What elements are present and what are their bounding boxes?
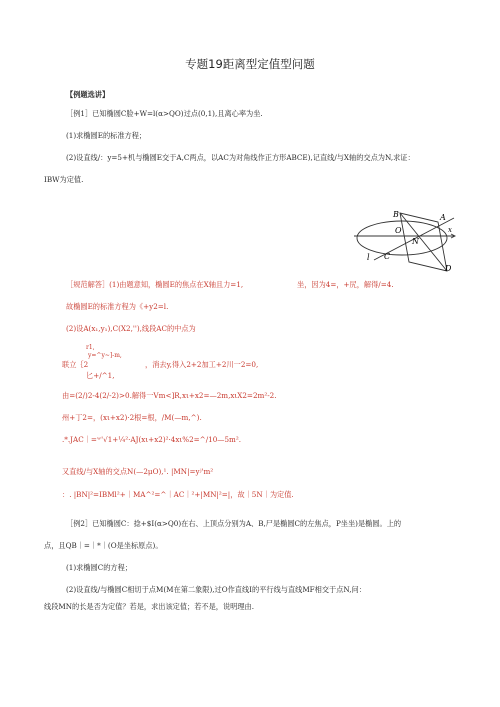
solution-part1: ［规范解答］(1)由题意知，椭圆E的焦点在X轴且力=1, bbox=[66, 280, 244, 289]
system-eliminate: ，消去y,得入2+2加工+2川一2=0, bbox=[145, 360, 259, 369]
example1-part2: (2)设直线/：y=5+机与椭圆E交于A,C两点，以AC为对角线作正方形ABCE),记直线/与X轴的交点为N,求证： bbox=[66, 153, 415, 162]
example1-statement: ［例1］已知椭圆C脸+W=l(α>QO)过点(0,1),且离心率为坐. bbox=[66, 109, 263, 118]
ellipse-figure bbox=[352, 205, 457, 275]
solution-ellipse-equation: 故椭圆E的标准方程为《+y2=l. bbox=[66, 302, 169, 311]
label-O: O bbox=[395, 226, 402, 235]
system-bottom: 匕+/^1, bbox=[86, 371, 115, 380]
solution-ac-length: .*.JAC｜=ʷ'√1+¼²·AJ(xι+x2)²·4xι%2=^/10—5m². bbox=[62, 435, 242, 444]
example2-part2-cont: 线段MN的长是否为定值？若是，求出该定值；若不是，说明理由. bbox=[44, 602, 254, 611]
label-A: A bbox=[440, 213, 446, 222]
solution-conclusion: ：. |BN|²=IBMl²+｜MA^²=^｜AC｜²+|MN|²=|，故｜5N｜为定值. bbox=[62, 490, 294, 499]
page-title: 专题19距离型定值型问题 bbox=[185, 57, 315, 71]
example1-part1: (1)求椭圆E的标准方程； bbox=[66, 131, 147, 140]
label-C: C bbox=[384, 252, 391, 261]
label-l: l bbox=[367, 253, 370, 262]
example2-statement-cont: 点，且QB｜=｜*｜(O是坐标原点)。 bbox=[44, 541, 163, 550]
solution-midpoint: 州+丁2=，(xι+x2)·2根=根，/M(—m,^). bbox=[62, 413, 202, 422]
example2-part2: (2)设直线/与椭圆C相切于点M(M在第二象限),过O作直线I的平行线与直线MF相交于点N,问： bbox=[66, 585, 366, 594]
solution-mn-length: 又直线/与X轴的交点N(—2μO),¹. |MN|=yʲ'm² bbox=[62, 467, 214, 476]
example2-statement: ［例2］已知椭圆C：捻+$I(α>Q0)在右、上顶点分别为A、B,尸是椭圆C的左焦点，P坐坐)是椭圆。上的 bbox=[66, 519, 402, 528]
label-B: B bbox=[393, 210, 399, 219]
example1-part2-cont: IBW为定值. bbox=[44, 175, 84, 184]
label-x: x bbox=[448, 226, 452, 234]
label-N: N bbox=[412, 237, 419, 246]
solution-discriminant: 由=(2/)2-4(2/-2)>0.解得一Vm<]R,xι+x2=—2m,xιX2=2m²-2. bbox=[62, 391, 277, 400]
solution-part2-setup: (2)设A(x₁,y₁),C(X2,''),线段AC的中点为 bbox=[66, 324, 196, 333]
system-top-1: r1, bbox=[86, 344, 95, 351]
system-brace: 联立｛2 bbox=[62, 360, 89, 369]
system-top-2: y=^y~]-m, bbox=[88, 352, 122, 359]
label-D: D bbox=[445, 264, 452, 273]
example2-part1: (1)求椭圆C的方程； bbox=[66, 563, 132, 572]
solution-part1-cont: 坐，因为4=，+尻，解得/=4. bbox=[297, 280, 394, 289]
section-label: 【例题选讲】 bbox=[66, 90, 110, 99]
